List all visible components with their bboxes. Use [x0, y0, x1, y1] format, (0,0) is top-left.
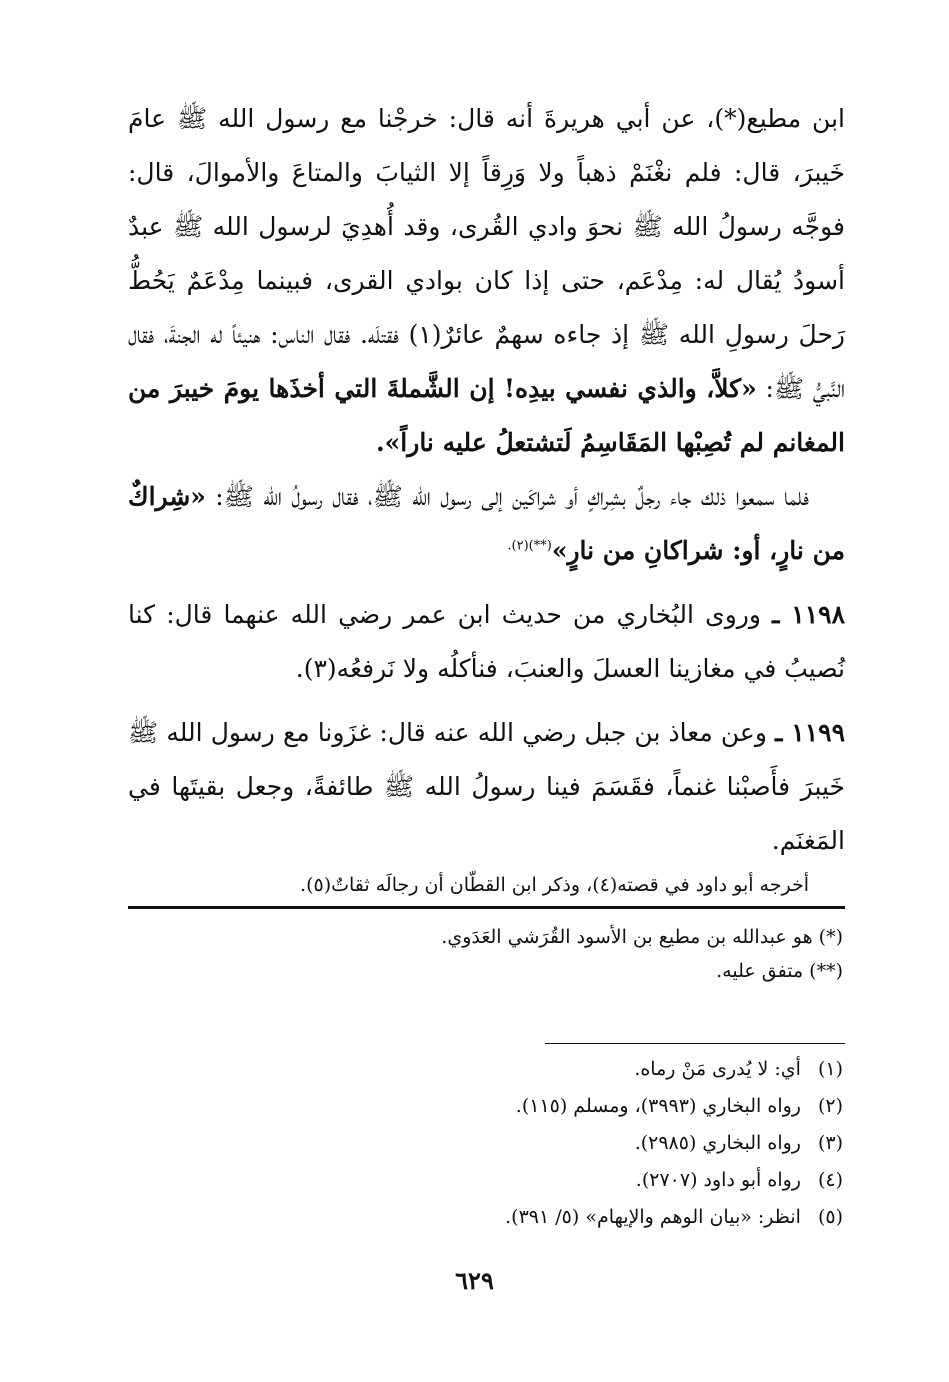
- footnote: [128, 1162, 843, 1199]
- footnote: [128, 1125, 843, 1162]
- footnote: [128, 1199, 843, 1236]
- page-number: ٦٢٩: [455, 1266, 494, 1295]
- narration-text: فلما سمعوا ذلك جاء رجلٌ بشِراكٍ أو شراكَين إلى رسول الله ﷺ، فقال رسولُ الله ﷺ:: [215, 482, 810, 511]
- footnote-number: (١): [817, 1058, 843, 1080]
- narration-text: وروى البُخاري من حديث ابن عمر رضي الله عنهما قال: كنا نُصيبُ في مغازينا العسلَ والعنبَ، فنأكلُه ولا نَرفعُه(٣).: [128, 600, 845, 683]
- paragraph: [128, 92, 845, 470]
- star-note: (**) متفق عليه.: [716, 960, 843, 982]
- footnote: [128, 1088, 843, 1125]
- footnote-text: أي: لا يُدرى مَنْ رماه.: [634, 1058, 801, 1080]
- footnote-number: (٥): [817, 1206, 843, 1228]
- hadith-entry-1198: [128, 588, 845, 696]
- footnote: [128, 1051, 843, 1088]
- narration-text: ابن مطيع(*)، عن أبي هريرةَ أنه قال: خرجْنا مع رسول الله ﷺ عامَ خَيبرَ، قال: فلم نغْنَمْ ذهباً ولا وَرِقاً إلا الثيابَ والمتاعَ والأموالَ، قال: فوجَّه رسولُ الله ﷺ نحوَ وادي القُرى، وقد أُهدِيَ لرسول الله ﷺ عبدٌ أسودُ يُقال له: مِدْعَم، حتى إذا كان بوادي القرى، فبينما مِدْعَمٌ يَحُطُّ رَحلَ رسولِ الله ﷺ إذ جاءه سهمٌ عائرٌ(١) فقتلَه. فقال الناس: هنيئاً له الجنةَ، فقال النَّبيُّ ﷺ:: [128, 104, 846, 403]
- hadith-quote: «شِراكٌ من نارٍ، أو: شراكانِ من نارٍ»: [128, 482, 845, 565]
- footnote-divider: [128, 906, 845, 909]
- main-text: [128, 92, 845, 902]
- footnote-text: انظر: «بيان الوهم والإيهام» (٥/ ٣٩١).: [505, 1206, 801, 1228]
- footnote-text: رواه أبو داود (٢٧٠٧).: [635, 1169, 801, 1191]
- hadith-number: ١١٩٨ ـ: [772, 600, 845, 629]
- narration-text: وعن معاذ بن جبل رضي الله عنه قال: غزَونا مع رسول الله ﷺ خَيبرَ فأَصبْنا غنماً، فقَسَمَ فينا رسولُ الله ﷺ طائفةً، وجعل بقيتَها في المَغنَم.: [128, 718, 845, 855]
- footnote-ref: (**)(٢).: [507, 538, 552, 554]
- star-note: (*) هو عبدالله بن مطيع بن الأسود القُرَشي العَدَوي.: [441, 926, 843, 948]
- source-note: أخرجه أبو داود في قصته(٤)، وذكر ابن القطّان أن رجالَه ثقاتٌ(٥).: [300, 874, 809, 896]
- footnote-text: رواه البخاري (٢٩٨٥).: [634, 1132, 801, 1154]
- hadith-number: ١١٩٩ ـ: [775, 718, 845, 747]
- star-notes: [128, 920, 843, 988]
- footnote-divider-short: [545, 1043, 845, 1044]
- footnote-number: (٣): [817, 1132, 843, 1154]
- paragraph: [128, 470, 845, 578]
- footnote-number: (٤): [817, 1169, 843, 1191]
- footnote-number: (٢): [817, 1095, 843, 1117]
- hadith-quote: «كلاَّ، والذي نفسي بيدِه! إن الشَّملةَ التي أخذَها يومَ خيبرَ من المغانم لم تُصِبْها المَقَاسِمُ لَتشتعلُ عليه ناراً».: [128, 374, 845, 457]
- hadith-entry-1199: [128, 706, 845, 868]
- footnotes: [128, 1051, 843, 1236]
- footnote-text: رواه البخاري (٣٩٩٣)، ومسلم (١١٥).: [515, 1095, 801, 1117]
